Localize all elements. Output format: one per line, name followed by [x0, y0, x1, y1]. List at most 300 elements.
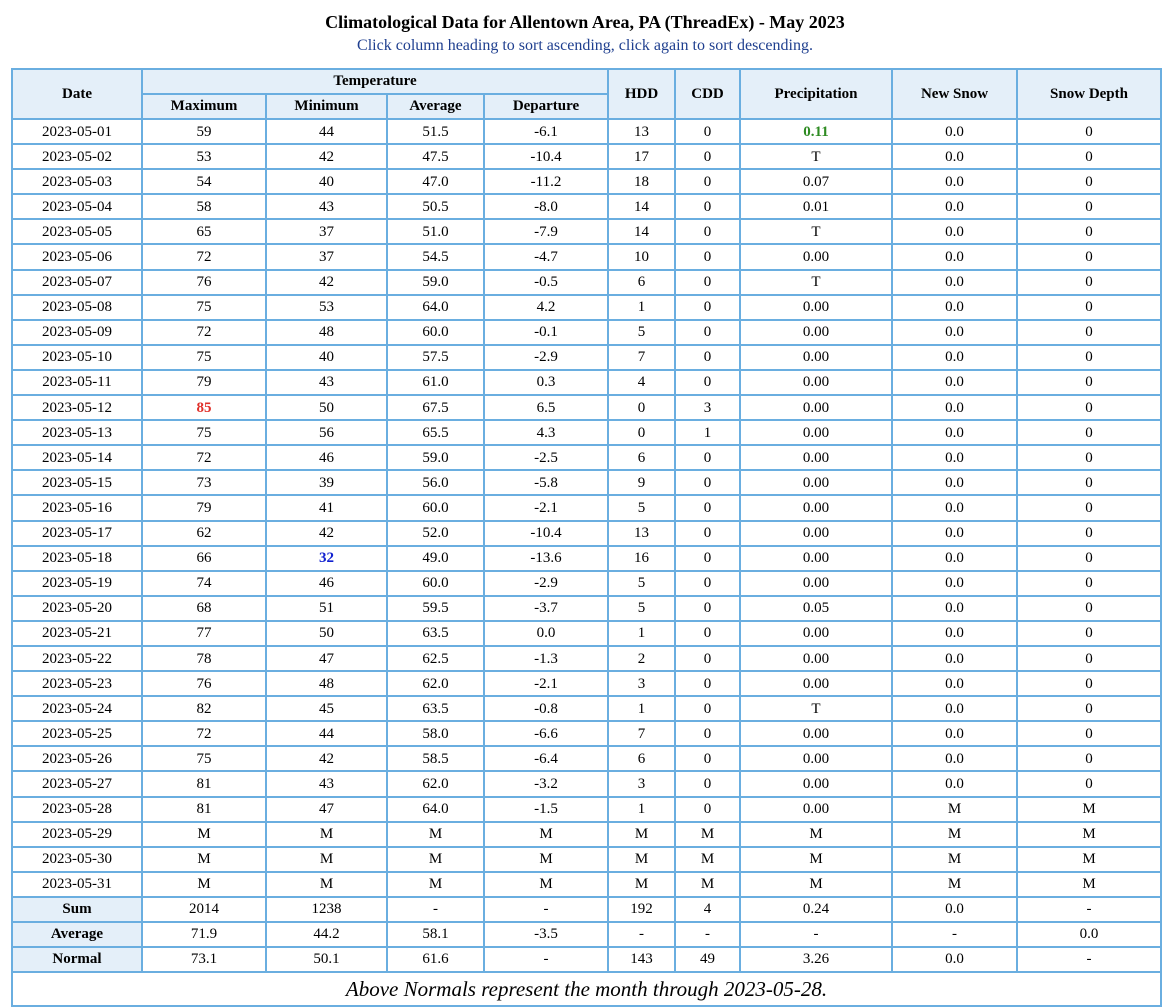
- cell-date: 2023-05-31: [12, 872, 142, 897]
- cell-date: 2023-05-11: [12, 370, 142, 395]
- cell-departure: -6.4: [484, 746, 608, 771]
- cell-new-snow: 0.0: [892, 546, 1017, 571]
- cell-cdd: 0: [675, 470, 740, 495]
- cell-departure: M: [484, 822, 608, 847]
- table-row: [12, 571, 1161, 596]
- table-row: [12, 771, 1161, 796]
- summary-cell-precipitation: 0.24: [740, 897, 892, 922]
- cell-average: 56.0: [387, 470, 484, 495]
- cell-date: 2023-05-01: [12, 119, 142, 144]
- cell-snow-depth: 0: [1017, 395, 1161, 420]
- cell-snow-depth: M: [1017, 847, 1161, 872]
- cell-precipitation: 0.00: [740, 771, 892, 796]
- cell-new-snow: M: [892, 847, 1017, 872]
- column-header-minimum[interactable]: Minimum: [266, 94, 387, 119]
- cell-hdd: 18: [608, 169, 675, 194]
- cell-minimum: 41: [266, 495, 387, 520]
- table-row: [12, 621, 1161, 646]
- summary-cell-precipitation: 3.26: [740, 947, 892, 972]
- cell-date: 2023-05-27: [12, 771, 142, 796]
- cell-hdd: 17: [608, 144, 675, 169]
- cell-new-snow: 0.0: [892, 721, 1017, 746]
- cell-minimum: M: [266, 872, 387, 897]
- cell-minimum: 53: [266, 295, 387, 320]
- summary-cell-hdd: -: [608, 922, 675, 947]
- cell-average: 57.5: [387, 345, 484, 370]
- cell-minimum: 43: [266, 771, 387, 796]
- cell-minimum: 51: [266, 596, 387, 621]
- cell-date: 2023-05-28: [12, 797, 142, 822]
- summary-label: Normal: [12, 947, 142, 972]
- cell-hdd: 7: [608, 345, 675, 370]
- cell-date: 2023-05-19: [12, 571, 142, 596]
- cell-snow-depth: 0: [1017, 546, 1161, 571]
- cell-average: 61.0: [387, 370, 484, 395]
- cell-hdd: 6: [608, 746, 675, 771]
- cell-precipitation: 0.00: [740, 395, 892, 420]
- cell-hdd: 3: [608, 671, 675, 696]
- cell-average: 65.5: [387, 420, 484, 445]
- cell-minimum: 39: [266, 470, 387, 495]
- cell-average: 54.5: [387, 244, 484, 269]
- cell-average: 59.0: [387, 445, 484, 470]
- column-header-departure[interactable]: Departure: [484, 94, 608, 119]
- table-row: [12, 470, 1161, 495]
- cell-maximum: 68: [142, 596, 266, 621]
- cell-snow-depth: 0: [1017, 621, 1161, 646]
- cell-precipitation: M: [740, 822, 892, 847]
- cell-cdd: 0: [675, 119, 740, 144]
- cell-snow-depth: 0: [1017, 445, 1161, 470]
- cell-maximum: 75: [142, 746, 266, 771]
- cell-average: 62.5: [387, 646, 484, 671]
- cell-cdd: 0: [675, 671, 740, 696]
- cell-new-snow: 0.0: [892, 596, 1017, 621]
- cell-new-snow: M: [892, 872, 1017, 897]
- cell-minimum: 43: [266, 194, 387, 219]
- cell-minimum: 37: [266, 244, 387, 269]
- cell-date: 2023-05-25: [12, 721, 142, 746]
- cell-average: 50.5: [387, 194, 484, 219]
- table-row: [12, 320, 1161, 345]
- cell-date: 2023-05-04: [12, 194, 142, 219]
- cell-cdd: 0: [675, 596, 740, 621]
- cell-hdd: 5: [608, 571, 675, 596]
- cell-precipitation: 0.00: [740, 721, 892, 746]
- table-row: [12, 420, 1161, 445]
- summary-cell-minimum: 44.2: [266, 922, 387, 947]
- summary-cell-average: 58.1: [387, 922, 484, 947]
- daily-rows: [12, 119, 1161, 897]
- cell-hdd: 1: [608, 621, 675, 646]
- cell-new-snow: 0.0: [892, 119, 1017, 144]
- cell-average: 64.0: [387, 797, 484, 822]
- cell-new-snow: 0.0: [892, 244, 1017, 269]
- cell-maximum: 79: [142, 495, 266, 520]
- summary-cell-minimum: 50.1: [266, 947, 387, 972]
- cell-average: 60.0: [387, 320, 484, 345]
- cell-precipitation: 0.00: [740, 345, 892, 370]
- cell-departure: -2.5: [484, 445, 608, 470]
- cell-date: 2023-05-07: [12, 270, 142, 295]
- cell-average: 47.0: [387, 169, 484, 194]
- cell-cdd: 0: [675, 771, 740, 796]
- table-row: [12, 345, 1161, 370]
- column-header-precipitation[interactable]: Precipitation: [740, 69, 892, 119]
- cell-new-snow: 0.0: [892, 646, 1017, 671]
- cell-departure: 0.0: [484, 621, 608, 646]
- summary-cell-departure: -3.5: [484, 922, 608, 947]
- cell-hdd: 7: [608, 721, 675, 746]
- cell-hdd: 1: [608, 295, 675, 320]
- cell-maximum: 54: [142, 169, 266, 194]
- cell-precipitation: 0.00: [740, 546, 892, 571]
- cell-date: 2023-05-20: [12, 596, 142, 621]
- summary-cell-departure: -: [484, 897, 608, 922]
- cell-cdd: 0: [675, 144, 740, 169]
- table-row: [12, 194, 1161, 219]
- cell-maximum: 81: [142, 797, 266, 822]
- cell-hdd: 10: [608, 244, 675, 269]
- table-row: [12, 119, 1161, 144]
- table-row: [12, 495, 1161, 520]
- cell-cdd: 0: [675, 721, 740, 746]
- cell-precipitation: 0.07: [740, 169, 892, 194]
- cell-snow-depth: 0: [1017, 571, 1161, 596]
- cell-departure: -0.1: [484, 320, 608, 345]
- cell-minimum: M: [266, 847, 387, 872]
- table-row: [12, 671, 1161, 696]
- summary-cell-average: -: [387, 897, 484, 922]
- cell-maximum: 75: [142, 295, 266, 320]
- summary-cell-cdd: -: [675, 922, 740, 947]
- cell-maximum: 76: [142, 270, 266, 295]
- cell-hdd: 14: [608, 219, 675, 244]
- cell-average: 49.0: [387, 546, 484, 571]
- cell-hdd: 5: [608, 495, 675, 520]
- cell-snow-depth: 0: [1017, 119, 1161, 144]
- cell-snow-depth: 0: [1017, 596, 1161, 621]
- cell-hdd: M: [608, 872, 675, 897]
- cell-precipitation: 0.00: [740, 797, 892, 822]
- cell-average: 47.5: [387, 144, 484, 169]
- table-row: [12, 596, 1161, 621]
- cell-precipitation: 0.00: [740, 420, 892, 445]
- cell-departure: -6.1: [484, 119, 608, 144]
- column-header-average[interactable]: Average: [387, 94, 484, 119]
- normals-footnote: Above Normals represent the month through 2023-05-28.: [12, 972, 1161, 1006]
- cell-cdd: 0: [675, 546, 740, 571]
- cell-minimum: 46: [266, 445, 387, 470]
- cell-snow-depth: 0: [1017, 696, 1161, 721]
- cell-minimum: 42: [266, 270, 387, 295]
- cell-departure: -0.8: [484, 696, 608, 721]
- cell-date: 2023-05-14: [12, 445, 142, 470]
- summary-cell-precipitation: -: [740, 922, 892, 947]
- summary-row-average: [12, 922, 1161, 947]
- summary-cell-maximum: 2014: [142, 897, 266, 922]
- cell-hdd: M: [608, 847, 675, 872]
- cell-cdd: 0: [675, 746, 740, 771]
- cell-minimum: [266, 546, 387, 571]
- cell-snow-depth: 0: [1017, 219, 1161, 244]
- table-row: [12, 219, 1161, 244]
- cell-snow-depth: 0: [1017, 320, 1161, 345]
- cell-snow-depth: 0: [1017, 646, 1161, 671]
- cell-average: 63.5: [387, 696, 484, 721]
- column-group-temperature: Temperature: [142, 69, 608, 94]
- summary-cell-maximum: 71.9: [142, 922, 266, 947]
- cell-precipitation: M: [740, 872, 892, 897]
- cell-new-snow: 0.0: [892, 621, 1017, 646]
- column-header-maximum[interactable]: Maximum: [142, 94, 266, 119]
- cell-minimum: M: [266, 822, 387, 847]
- table-row: [12, 646, 1161, 671]
- cell-date: 2023-05-22: [12, 646, 142, 671]
- column-header-date[interactable]: Date: [12, 69, 142, 119]
- cell-average: 51.0: [387, 219, 484, 244]
- cell-snow-depth: 0: [1017, 771, 1161, 796]
- cell-average: M: [387, 872, 484, 897]
- cell-new-snow: 0.0: [892, 219, 1017, 244]
- summary-rows: [12, 897, 1161, 972]
- cell-average: 59.5: [387, 596, 484, 621]
- cell-departure: -10.4: [484, 521, 608, 546]
- cell-precipitation: 0.00: [740, 495, 892, 520]
- table-row: [12, 847, 1161, 872]
- cell-minimum: 42: [266, 144, 387, 169]
- column-header-snow-depth[interactable]: Snow Depth: [1017, 69, 1161, 119]
- cell-new-snow: 0.0: [892, 345, 1017, 370]
- cell-hdd: 13: [608, 119, 675, 144]
- cell-minimum: 50: [266, 621, 387, 646]
- cell-cdd: 0: [675, 621, 740, 646]
- cell-new-snow: 0.0: [892, 746, 1017, 771]
- cell-departure: -11.2: [484, 169, 608, 194]
- column-header-hdd[interactable]: HDD: [608, 69, 675, 119]
- cell-date: 2023-05-12: [12, 395, 142, 420]
- cell-cdd: 0: [675, 169, 740, 194]
- cell-minimum: 50: [266, 395, 387, 420]
- cell-cdd: M: [675, 847, 740, 872]
- cell-minimum: 44: [266, 119, 387, 144]
- cell-departure: M: [484, 872, 608, 897]
- cell-date: 2023-05-06: [12, 244, 142, 269]
- cell-departure: M: [484, 847, 608, 872]
- cell-precipitation: 0.00: [740, 671, 892, 696]
- cell-cdd: 0: [675, 571, 740, 596]
- cell-precipitation: 0.00: [740, 295, 892, 320]
- cell-maximum: 82: [142, 696, 266, 721]
- cell-average: 63.5: [387, 621, 484, 646]
- cell-date: 2023-05-18: [12, 546, 142, 571]
- cell-hdd: 6: [608, 445, 675, 470]
- cell-average: M: [387, 822, 484, 847]
- cell-minimum: 47: [266, 797, 387, 822]
- cell-cdd: 0: [675, 320, 740, 345]
- table-row: [12, 822, 1161, 847]
- cell-snow-depth: 0: [1017, 244, 1161, 269]
- cell-average: 51.5: [387, 119, 484, 144]
- summary-cell-snow-depth: -: [1017, 897, 1161, 922]
- cell-snow-depth: 0: [1017, 521, 1161, 546]
- summary-cell-departure: -: [484, 947, 608, 972]
- table-row: [12, 144, 1161, 169]
- climate-data-table: [11, 68, 1162, 1007]
- cell-maximum: 78: [142, 646, 266, 671]
- cell-date: 2023-05-03: [12, 169, 142, 194]
- table-row: [12, 872, 1161, 897]
- cell-new-snow: 0.0: [892, 571, 1017, 596]
- cell-minimum: 40: [266, 345, 387, 370]
- table-row: [12, 797, 1161, 822]
- cell-precipitation: 0.00: [740, 445, 892, 470]
- cell-new-snow: 0.0: [892, 696, 1017, 721]
- cell-average: 62.0: [387, 771, 484, 796]
- cell-snow-depth: 0: [1017, 420, 1161, 445]
- cell-date: 2023-05-09: [12, 320, 142, 345]
- cell-snow-depth: 0: [1017, 671, 1161, 696]
- cell-new-snow: 0.0: [892, 420, 1017, 445]
- cell-cdd: 0: [675, 445, 740, 470]
- table-row: [12, 395, 1161, 420]
- cell-minimum: 48: [266, 320, 387, 345]
- cell-date: 2023-05-23: [12, 671, 142, 696]
- summary-cell-snow-depth: 0.0: [1017, 922, 1161, 947]
- cell-hdd: 5: [608, 320, 675, 345]
- cell-snow-depth: 0: [1017, 370, 1161, 395]
- cell-maximum: 65: [142, 219, 266, 244]
- cell-precipitation: 0.00: [740, 646, 892, 671]
- cell-cdd: 0: [675, 495, 740, 520]
- column-header-cdd[interactable]: CDD: [675, 69, 740, 119]
- cell-departure: -7.9: [484, 219, 608, 244]
- cell-date: 2023-05-29: [12, 822, 142, 847]
- cell-date: 2023-05-17: [12, 521, 142, 546]
- cell-cdd: 0: [675, 797, 740, 822]
- cell-average: 58.5: [387, 746, 484, 771]
- summary-cell-cdd: 49: [675, 947, 740, 972]
- cell-precipitation: T: [740, 219, 892, 244]
- cell-minimum: 46: [266, 571, 387, 596]
- cell-date: 2023-05-30: [12, 847, 142, 872]
- cell-precipitation: 0.01: [740, 194, 892, 219]
- table-row: [12, 169, 1161, 194]
- cell-average: 64.0: [387, 295, 484, 320]
- cell-departure: 6.5: [484, 395, 608, 420]
- cell-hdd: 0: [608, 395, 675, 420]
- cell-hdd: 14: [608, 194, 675, 219]
- cell-cdd: 0: [675, 219, 740, 244]
- cell-minimum: 42: [266, 746, 387, 771]
- summary-cell-cdd: 4: [675, 897, 740, 922]
- cell-date: 2023-05-02: [12, 144, 142, 169]
- table-row: [12, 546, 1161, 571]
- cell-minimum: 56: [266, 420, 387, 445]
- cell-average: M: [387, 847, 484, 872]
- cell-departure: -6.6: [484, 721, 608, 746]
- table-row: [12, 244, 1161, 269]
- cell-new-snow: 0.0: [892, 370, 1017, 395]
- cell-date: 2023-05-10: [12, 345, 142, 370]
- max-precip-highlight: 0.11: [803, 123, 829, 140]
- cell-new-snow: 0.0: [892, 270, 1017, 295]
- cell-hdd: M: [608, 822, 675, 847]
- cell-precipitation: T: [740, 696, 892, 721]
- cell-hdd: 2: [608, 646, 675, 671]
- cell-average: 67.5: [387, 395, 484, 420]
- cell-maximum: 66: [142, 546, 266, 571]
- cell-maximum: M: [142, 847, 266, 872]
- cell-hdd: 1: [608, 797, 675, 822]
- cell-departure: -10.4: [484, 144, 608, 169]
- cell-minimum: 42: [266, 521, 387, 546]
- summary-cell-new-snow: -: [892, 922, 1017, 947]
- cell-hdd: 16: [608, 546, 675, 571]
- cell-snow-depth: 0: [1017, 746, 1161, 771]
- cell-maximum: 72: [142, 445, 266, 470]
- cell-snow-depth: M: [1017, 872, 1161, 897]
- cell-precipitation: T: [740, 270, 892, 295]
- summary-row-sum: [12, 897, 1161, 922]
- cell-hdd: 5: [608, 596, 675, 621]
- cell-cdd: 0: [675, 370, 740, 395]
- cell-new-snow: 0.0: [892, 169, 1017, 194]
- cell-precipitation: 0.00: [740, 470, 892, 495]
- cell-minimum: 40: [266, 169, 387, 194]
- page-title: Climatological Data for Allentown Area, PA (ThreadEx) - May 2023: [325, 12, 845, 32]
- cell-precipitation: M: [740, 847, 892, 872]
- cell-departure: -5.8: [484, 470, 608, 495]
- cell-precipitation: 0.05: [740, 596, 892, 621]
- cell-minimum: 44: [266, 721, 387, 746]
- cell-snow-depth: 0: [1017, 270, 1161, 295]
- cell-date: 2023-05-24: [12, 696, 142, 721]
- cell-maximum: 58: [142, 194, 266, 219]
- summary-label: Average: [12, 922, 142, 947]
- column-header-new-snow[interactable]: New Snow: [892, 69, 1017, 119]
- table-row: [12, 721, 1161, 746]
- cell-maximum: 77: [142, 621, 266, 646]
- cell-precipitation: 0.00: [740, 746, 892, 771]
- cell-date: 2023-05-16: [12, 495, 142, 520]
- cell-departure: -2.9: [484, 571, 608, 596]
- cell-departure: -1.3: [484, 646, 608, 671]
- sort-instructions: Click column heading to sort ascending, click again to sort descending.: [357, 37, 813, 54]
- cell-cdd: M: [675, 822, 740, 847]
- cell-precipitation: 0.00: [740, 370, 892, 395]
- cell-maximum: 72: [142, 721, 266, 746]
- cell-date: 2023-05-15: [12, 470, 142, 495]
- cell-maximum: 73: [142, 470, 266, 495]
- cell-new-snow: 0.0: [892, 194, 1017, 219]
- cell-new-snow: 0.0: [892, 495, 1017, 520]
- cell-maximum: M: [142, 872, 266, 897]
- table-row: [12, 521, 1161, 546]
- cell-minimum: 47: [266, 646, 387, 671]
- cell-precipitation: 0.00: [740, 244, 892, 269]
- table-row: [12, 445, 1161, 470]
- cell-minimum: 45: [266, 696, 387, 721]
- summary-label: Sum: [12, 897, 142, 922]
- cell-precipitation: T: [740, 144, 892, 169]
- cell-average: 60.0: [387, 571, 484, 596]
- cell-maximum: 75: [142, 420, 266, 445]
- summary-row-normal: [12, 947, 1161, 972]
- cell-date: 2023-05-21: [12, 621, 142, 646]
- cell-departure: 4.2: [484, 295, 608, 320]
- cell-cdd: 0: [675, 345, 740, 370]
